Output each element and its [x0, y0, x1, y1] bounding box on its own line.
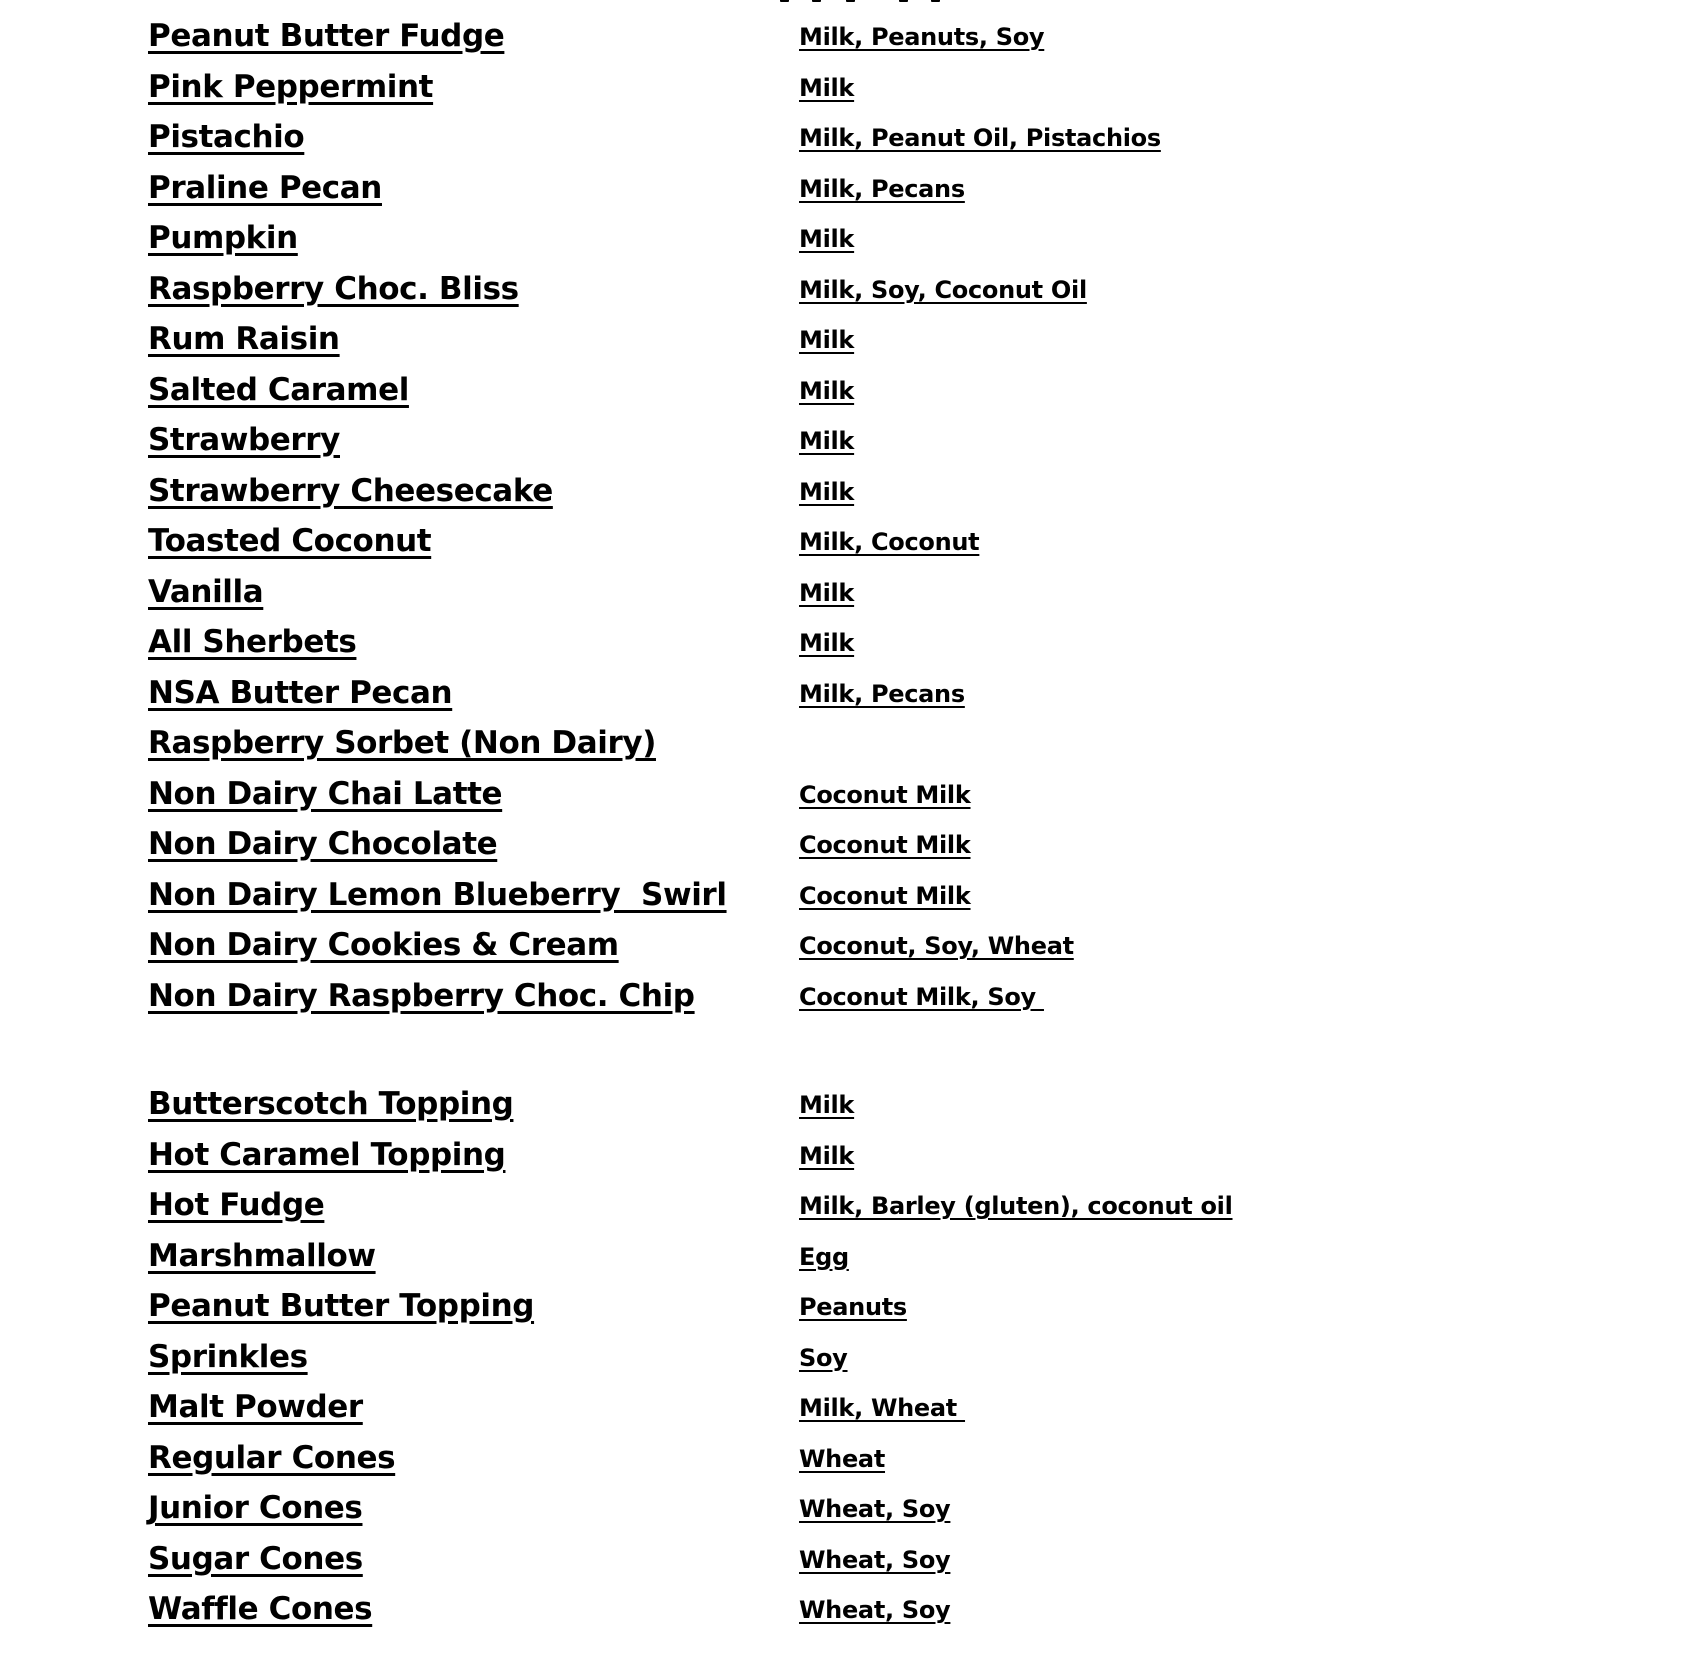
allergen-list: Milk, Pecans [799, 174, 965, 203]
allergen-list: Soy [799, 1343, 848, 1372]
flavor-name: Strawberry Cheesecake [148, 472, 553, 509]
flavor-name: Praline Pecan [148, 169, 382, 206]
list-item [148, 166, 1348, 217]
list-item [148, 368, 1348, 419]
list-item [148, 469, 1348, 520]
list-item [148, 1537, 1348, 1588]
list-item [148, 216, 1348, 267]
flavor-name: Non Dairy Cookies & Cream [148, 927, 619, 963]
list-item [148, 267, 1348, 318]
topping-name: Waffle Cones [148, 1591, 373, 1627]
allergen-list: Coconut Milk [799, 780, 971, 809]
topping-name: Junior Cones [148, 1490, 363, 1526]
list-item [148, 519, 1348, 570]
list-item [148, 1335, 1348, 1386]
list-item [148, 1133, 1348, 1184]
list-item [148, 772, 1348, 823]
flavor-name: All Sherbets [148, 624, 357, 660]
list-item [148, 923, 1348, 974]
allergen-list: Milk [799, 477, 855, 506]
topping-name: Hot Caramel Topping [148, 1136, 506, 1173]
list-item [148, 873, 1348, 924]
topping-name: Butterscotch Topping [148, 1086, 514, 1122]
toppings-allergen-list [148, 1082, 1348, 1638]
flavor-name: Non Dairy Raspberry Choc. Chip [148, 977, 695, 1014]
topping-name: Sugar Cones [148, 1540, 363, 1577]
allergen-list: Milk [799, 578, 855, 607]
allergen-list: Peanuts [799, 1293, 907, 1321]
flavors-allergen-list [148, 14, 1348, 1024]
flavor-name: Peanut Butter Fudge [148, 18, 505, 54]
allergen-list: Milk [799, 1141, 855, 1170]
flavor-name: Non Dairy Chai Latte [148, 775, 503, 812]
allergen-list: Wheat, Soy [799, 1596, 951, 1624]
flavor-name: Strawberry [148, 422, 340, 458]
list-item [148, 14, 1348, 65]
flavor-name: Salted Caramel [148, 371, 409, 408]
list-item [148, 570, 1348, 621]
allergen-list: Coconut Milk [799, 831, 971, 859]
allergen-list: Wheat [799, 1444, 886, 1473]
topping-name: Peanut Butter Topping [148, 1288, 535, 1324]
list-item [148, 317, 1348, 368]
flavor-name: Pumpkin [148, 220, 298, 256]
flavor-name: Non Dairy Chocolate [148, 826, 498, 862]
allergen-list: Milk [799, 326, 855, 354]
list-item [148, 1234, 1348, 1285]
list-item [148, 822, 1348, 873]
flavor-name: NSA Butter Pecan [148, 674, 453, 711]
flavor-name: Vanilla [148, 573, 264, 610]
allergen-list: Milk, Peanut Oil, Pistachios [799, 124, 1161, 152]
allergen-list: Milk, Soy, Coconut Oil [799, 275, 1087, 304]
list-item [148, 115, 1348, 166]
topping-name: Hot Fudge [148, 1187, 325, 1223]
flavor-name: Rum Raisin [148, 321, 340, 357]
list-item [148, 1385, 1348, 1436]
list-item [148, 1183, 1348, 1234]
allergen-list: Milk, Pecans [799, 679, 965, 708]
topping-name: Marshmallow [148, 1237, 376, 1274]
allergen-list: Milk, Wheat [799, 1394, 966, 1422]
flavor-name: Raspberry Sorbet (Non Dairy) [148, 725, 656, 761]
allergen-list: Milk [799, 376, 855, 405]
topping-name: Sprinkles [148, 1338, 308, 1375]
flavor-name: Raspberry Choc. Bliss [148, 270, 519, 307]
allergen-list: Milk, Barley (gluten), coconut oil [799, 1192, 1233, 1220]
list-item [148, 671, 1348, 722]
allergen-list: Milk, Coconut [799, 528, 980, 556]
list-item [148, 1587, 1348, 1638]
flavor-name: Non Dairy Lemon Blueberry Swirl [148, 876, 727, 913]
allergen-list: Egg [799, 1242, 849, 1271]
list-item [148, 1082, 1348, 1133]
list-item [148, 721, 1348, 772]
allergen-list: Milk [799, 427, 855, 455]
list-item [148, 1486, 1348, 1537]
list-item [148, 1436, 1348, 1487]
cropped-heading-fragment [0, 0, 1700, 3]
flavor-name: Pink Peppermint [148, 68, 434, 105]
allergen-list: Coconut, Soy, Wheat [799, 932, 1074, 960]
allergen-list: Coconut Milk [799, 881, 971, 910]
list-item [148, 1284, 1348, 1335]
allergen-list: Milk [799, 1091, 855, 1119]
list-item [148, 65, 1348, 116]
list-item [148, 974, 1348, 1025]
topping-name: Regular Cones [148, 1439, 396, 1476]
flavor-name: Toasted Coconut [148, 523, 432, 559]
allergen-list: Milk [799, 225, 855, 253]
allergen-list: Milk [799, 73, 855, 102]
list-item [148, 620, 1348, 671]
list-item [148, 418, 1348, 469]
allergen-list: Wheat, Soy [799, 1495, 951, 1523]
topping-name: Malt Powder [148, 1389, 363, 1425]
allergen-list: Wheat, Soy [799, 1545, 951, 1574]
allergen-list: Milk, Peanuts, Soy [799, 23, 1045, 51]
allergen-list: Milk [799, 629, 855, 657]
allergen-list: Coconut Milk, Soy [799, 982, 1044, 1011]
flavor-name: Pistachio [148, 119, 305, 155]
